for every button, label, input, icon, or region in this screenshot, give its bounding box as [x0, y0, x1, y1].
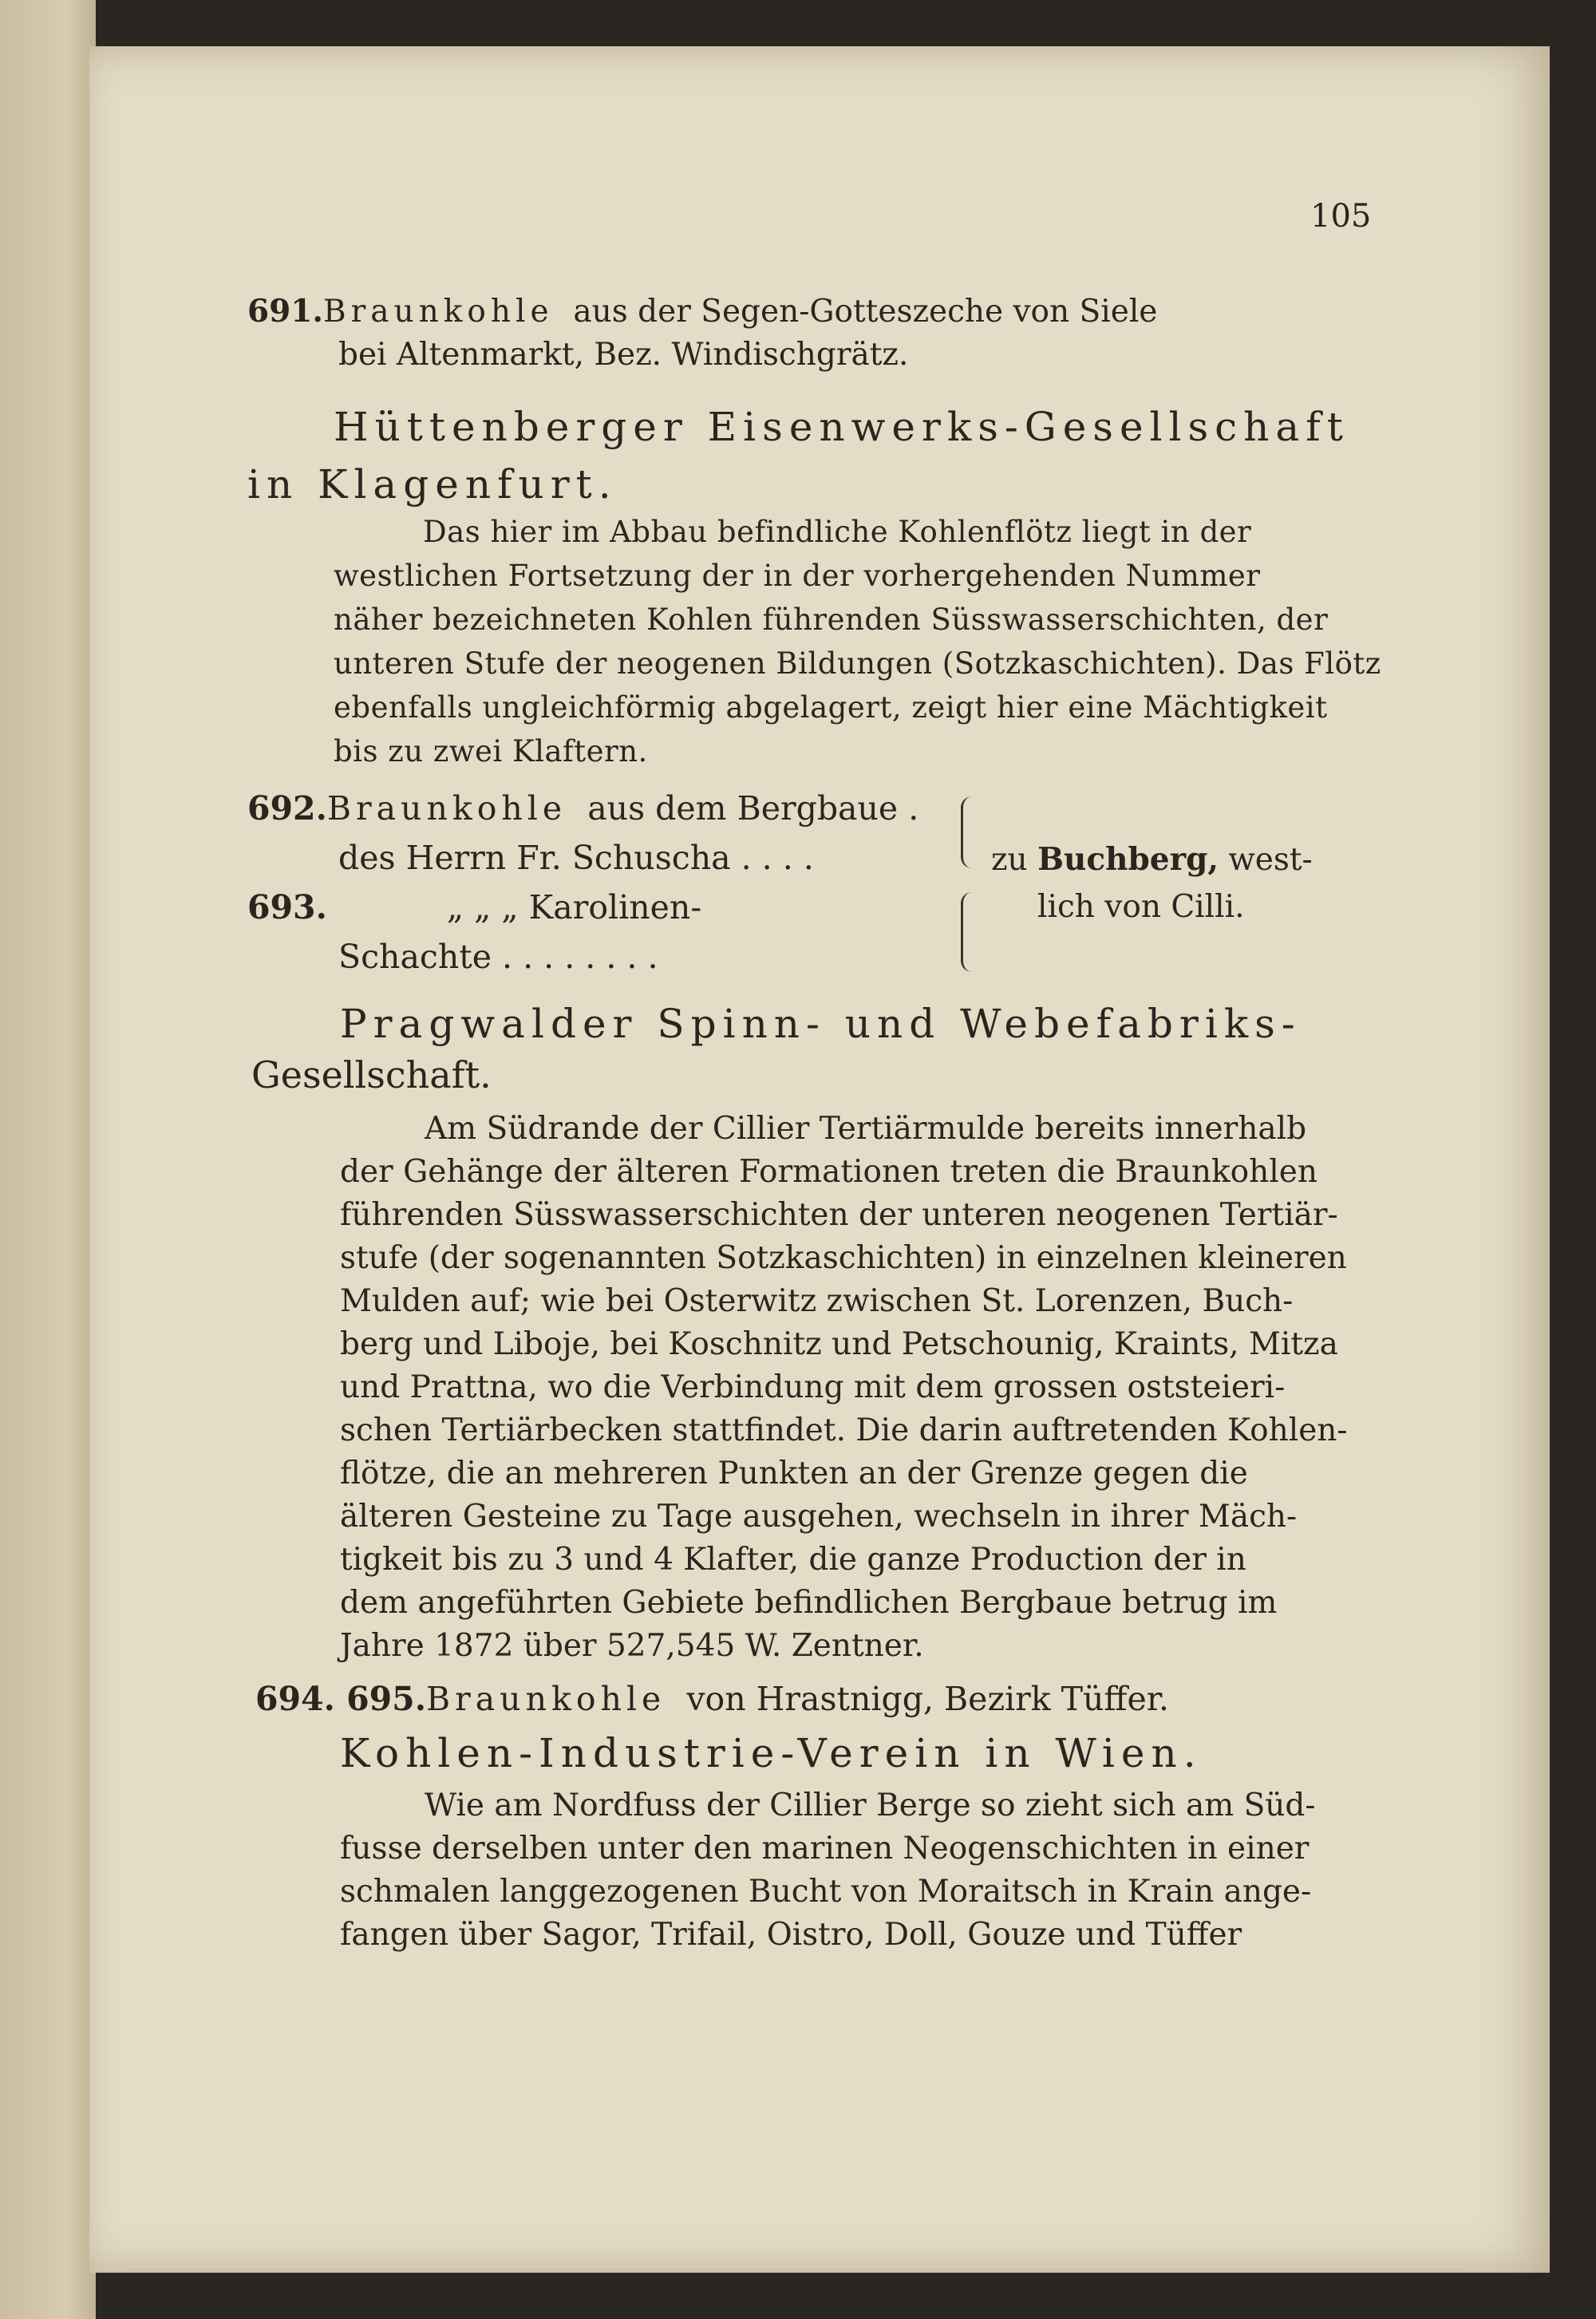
paragraph-line: schen Tertiärbecken stattfindet. Die darin auftretenden Kohlen-	[340, 1412, 1348, 1448]
brace-top	[961, 796, 978, 868]
paragraph-line: unteren Stufe der neogenen Bildungen (Sotzkaschichten). Das Flötz	[334, 646, 1381, 681]
paragraph-line: bis zu zwei Klaftern.	[334, 734, 648, 768]
paragraph-line: schmalen langgezogenen Bucht von Moraitsch in Krain ange-	[340, 1874, 1312, 1910]
paragraph-line: Das hier im Abbau befindliche Kohlenflötz liegt in der	[423, 515, 1252, 549]
entry-691-line2: bei Altenmarkt, Bez. Windischgrätz.	[338, 337, 909, 373]
paragraph-line: Am Südrande der Cillier Tertiärmulde bereits innerhalb	[425, 1111, 1307, 1147]
entry-term: Braunkohle	[323, 294, 554, 330]
facing-page-edge	[0, 0, 96, 2319]
entry-text: aus dem Bergbaue .	[587, 789, 919, 828]
entry-term: Braunkohle	[326, 789, 567, 828]
entry-term: Braunkohle	[426, 1680, 666, 1718]
paragraph-line: westlichen Fortsetzung der in der vorhergehenden Nummer	[334, 559, 1261, 593]
paragraph-line: der Gehänge der älteren Formationen treten die Braunkohlen	[340, 1154, 1317, 1190]
paragraph-line: führenden Süsswasserschichten der unteren neogenen Tertiär-	[340, 1197, 1338, 1233]
paragraph-line: fusse derselben unter den marinen Neogenschichten in einer	[340, 1831, 1310, 1867]
book-page	[89, 46, 1550, 2273]
entry-692-line1	[247, 787, 918, 830]
paragraph-line: älteren Gesteine zu Tage ausgehen, wechseln in ihrer Mäch-	[340, 1499, 1298, 1535]
bracket-note-line1	[991, 838, 1313, 882]
bracket-note-place: Buchberg,	[1037, 841, 1219, 878]
paragraph-line: ebenfalls ungleichförmig abgelagert, zeigt hier eine Mächtigkeit	[334, 690, 1328, 725]
paragraph-line: Jahre 1872 über 527,545 W. Zentner.	[340, 1628, 924, 1664]
entry-693-line2: Schachte . . . . . . . .	[338, 938, 658, 976]
entry-693-line1	[247, 886, 701, 929]
paragraph-line: stufe (der sogenannten Sotzkaschichten) in einzelnen kleineren	[340, 1240, 1347, 1276]
paragraph-line: näher bezeichneten Kohlen führenden Süsswasserschichten, der	[334, 602, 1329, 637]
section-heading-huettenberger: Hüttenberger Eisenwerks-Gesellschaft	[334, 404, 1349, 450]
entry-text: von Hrastnigg, Bezirk Tüffer.	[686, 1680, 1169, 1718]
brace-bottom	[961, 892, 978, 972]
page-number: 105	[1310, 198, 1372, 235]
entry-691-line1	[247, 290, 1157, 334]
entry-number: 694. 695.	[255, 1680, 426, 1718]
section-heading-pragwalder: Pragwalder Spinn- und Webefabriks-	[340, 1001, 1302, 1047]
entry-694-695	[255, 1677, 1169, 1720]
paragraph-line: fangen über Sagor, Trifail, Oistro, Doll, Gouze und Tüffer	[340, 1917, 1242, 1953]
entry-692-line2: des Herrn Fr. Schuscha . . . .	[338, 839, 814, 877]
bracket-note-suffix: west-	[1228, 842, 1313, 878]
section-heading-kohlen-industrie: Kohlen-Industrie-Verein in Wien.	[340, 1730, 1203, 1776]
paragraph-line: dem angeführten Gebiete befindlichen Bergbaue betrug im	[340, 1585, 1278, 1621]
section-heading-pragwalder-cont: Gesellschaft.	[251, 1053, 492, 1096]
section-heading-huettenberger-cont: in Klagenfurt.	[247, 461, 618, 508]
paragraph-line: Mulden auf; wie bei Osterwitz zwischen St. Lorenzen, Buch-	[340, 1283, 1294, 1319]
paragraph-line: Wie am Nordfuss der Cillier Berge so zieht sich am Süd-	[425, 1788, 1316, 1823]
paragraph-line: berg und Liboje, bei Koschnitz und Petschounig, Kraints, Mitza	[340, 1326, 1338, 1362]
entry-text: „ „ „ Karolinen-	[446, 888, 702, 926]
paragraph-line: flötze, die an mehreren Punkten an der Grenze gegen die	[340, 1456, 1248, 1491]
paragraph-line: und Prattna, wo die Verbindung mit dem grossen oststeieri-	[340, 1369, 1286, 1405]
entry-number: 692.	[247, 789, 327, 828]
bracket-note-prefix: zu	[991, 842, 1028, 878]
entry-text: aus der Segen-Gotteszeche von Siele	[573, 294, 1158, 330]
entry-number: 693.	[247, 888, 327, 926]
entry-number: 691.	[247, 293, 323, 330]
paragraph-line: tigkeit bis zu 3 und 4 Klafter, die ganze Production der in	[340, 1542, 1246, 1578]
bracket-note-line2: lich von Cilli.	[1037, 889, 1245, 925]
